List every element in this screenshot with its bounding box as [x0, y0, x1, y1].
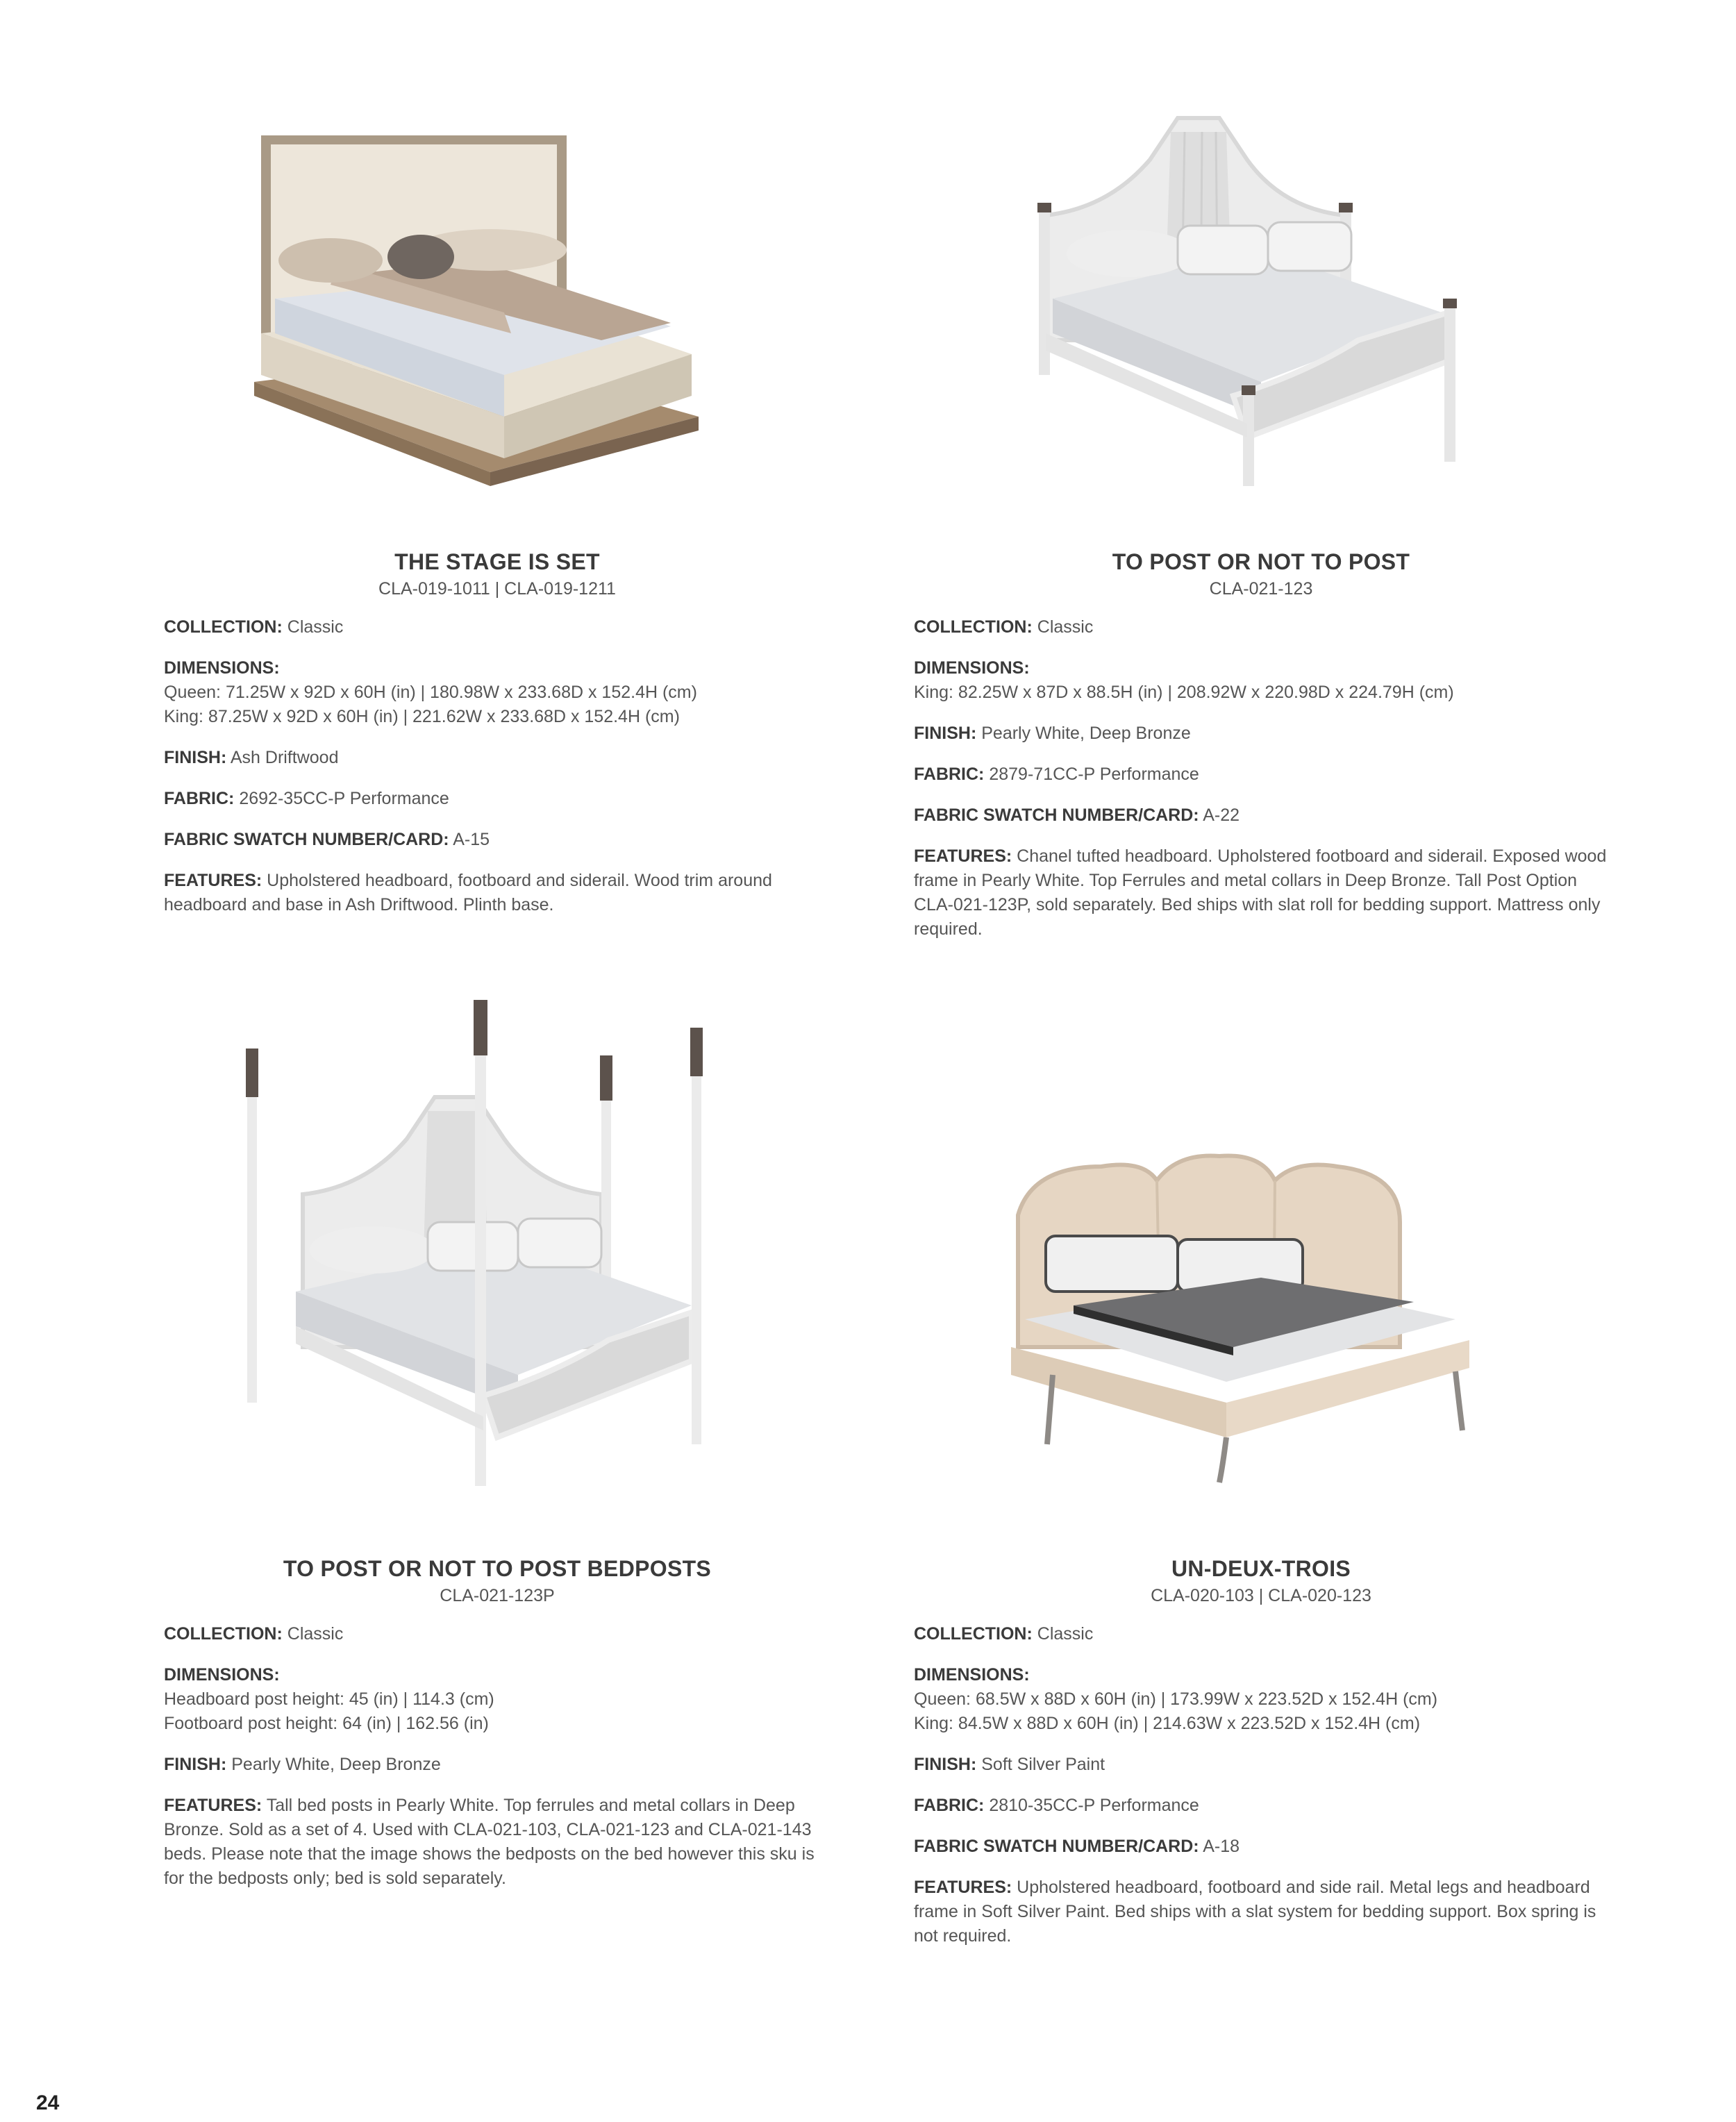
finish-value: Pearly White, Deep Bronze — [981, 724, 1191, 743]
dimension-line: King: 84.5W x 88D x 60H (in) | 214.63W x 223.52D x 152.4H (cm) — [914, 1714, 1421, 1733]
dimension-line: King: 82.25W x 87D x 88.5H (in) | 208.92W x 220.98D x 224.79H (cm) — [914, 683, 1454, 702]
finish-label: FINISH: — [164, 748, 227, 767]
features-field — [914, 1875, 1608, 1948]
bed-illustration — [219, 986, 761, 1514]
dimensions-field — [164, 1663, 831, 1736]
bed-image-to-post — [969, 111, 1497, 486]
features-value: Chanel tufted headboard. Upholstered footboard and siderail. Exposed wood frame in Pearly White. Top Ferrules and metal collars in Deep Bronze. Tall Post Option CLA-021-123P, sold separately. Bed ships with slat roll for bedding support. Mattress only required. — [914, 846, 1607, 939]
bed-illustration — [969, 111, 1497, 486]
finish-value: Soft Silver Paint — [981, 1755, 1105, 1774]
finish-label: FINISH: — [914, 1755, 977, 1774]
features-value: Upholstered headboard, footboard and side rail. Metal legs and headboard frame in Soft Silver Paint. Bed ships with a slat system for bedding support. Box spring is not required. — [914, 1878, 1596, 1946]
product-sku: CLA-019-1011 | CLA-019-1211 — [378, 579, 616, 599]
product-title: THE STAGE IS SET — [394, 549, 600, 574]
finish-value: Pearly White, Deep Bronze — [231, 1755, 441, 1774]
dimension-line: King: 87.25W x 92D x 60H (in) | 221.62W x 233.68D x 152.4H (cm) — [164, 707, 680, 726]
collection-field — [914, 1622, 1608, 1646]
features-label: FEATURES: — [914, 846, 1012, 866]
product-title: UN-DEUX-TROIS — [1171, 1556, 1351, 1581]
collection-label: COLLECTION: — [164, 617, 283, 637]
dimensions-label: DIMENSIONS: — [914, 1665, 1030, 1685]
swatch-label: FABRIC SWATCH NUMBER/CARD: — [914, 805, 1199, 825]
fabric-value: 2879-71CC-P Performance — [989, 765, 1199, 784]
finish-field — [914, 1753, 1608, 1777]
collection-label: COLLECTION: — [164, 1624, 283, 1644]
collection-value: Classic — [287, 617, 344, 637]
collection-field — [164, 1622, 831, 1646]
product-title: TO POST OR NOT TO POST BEDPOSTS — [283, 1556, 712, 1581]
collection-label: COLLECTION: — [914, 1624, 1033, 1644]
fabric-field — [914, 1794, 1608, 1818]
product-info — [164, 549, 831, 917]
swatch-label: FABRIC SWATCH NUMBER/CARD: — [914, 1837, 1199, 1856]
dimension-line: Queen: 68.5W x 88D x 60H (in) | 173.99W x 223.52D x 152.4H (cm) — [914, 1689, 1438, 1709]
dimension-line: Headboard post height: 45 (in) | 114.3 (cm) — [164, 1689, 494, 1709]
features-field — [914, 844, 1608, 942]
fabric-field — [164, 787, 831, 811]
features-field — [164, 1794, 831, 1891]
product-sku: CLA-020-103 | CLA-020-123 — [1151, 1586, 1371, 1605]
bed-image-un-deux-trois — [969, 1139, 1497, 1486]
bed-illustration — [969, 1139, 1497, 1486]
product-info — [164, 1555, 831, 1891]
dimensions-label: DIMENSIONS: — [164, 1665, 280, 1685]
finish-field — [164, 746, 831, 770]
collection-value: Classic — [1037, 617, 1094, 637]
bed-image-stage-is-set — [212, 125, 740, 486]
dimension-line: Footboard post height: 64 (in) | 162.56 (in) — [164, 1714, 489, 1733]
product-title: TO POST OR NOT TO POST — [1112, 549, 1410, 574]
product-info — [914, 549, 1608, 942]
features-label: FEATURES: — [164, 1796, 262, 1815]
product-sku: CLA-021-123P — [440, 1586, 555, 1605]
features-label: FEATURES: — [914, 1878, 1012, 1897]
finish-label: FINISH: — [164, 1755, 227, 1774]
swatch-field — [914, 1835, 1608, 1859]
finish-label: FINISH: — [914, 724, 977, 743]
swatch-field — [164, 828, 831, 852]
features-label: FEATURES: — [164, 871, 262, 890]
collection-label: COLLECTION: — [914, 617, 1033, 637]
features-value: Tall bed posts in Pearly White. Top ferrules and metal collars in Deep Bronze. Sold as a set of 4. Used with CLA-021-103, CLA-021-123 and CLA-021-143 beds. Please note that the image shows the bedposts on the bed however this sku is for the bedposts only; bed is sold separately. — [164, 1796, 815, 1888]
fabric-value: 2810-35CC-P Performance — [989, 1796, 1199, 1815]
product-info — [914, 1555, 1608, 1948]
bed-illustration — [212, 125, 740, 486]
page-number: 24 — [36, 2091, 60, 2114]
collection-field — [914, 615, 1608, 640]
swatch-value: A-15 — [453, 830, 490, 849]
swatch-value: A-22 — [1203, 805, 1240, 825]
finish-value: Ash Driftwood — [230, 748, 339, 767]
finish-field — [914, 721, 1608, 746]
finish-field — [164, 1753, 831, 1777]
collection-field — [164, 615, 831, 640]
fabric-field — [914, 762, 1608, 787]
fabric-value: 2692-35CC-P Performance — [239, 789, 449, 808]
swatch-label: FABRIC SWATCH NUMBER/CARD: — [164, 830, 449, 849]
product-sku: CLA-021-123 — [1209, 579, 1313, 599]
collection-value: Classic — [1037, 1624, 1094, 1644]
dimensions-field — [914, 656, 1608, 705]
features-field — [164, 869, 831, 917]
collection-value: Classic — [287, 1624, 344, 1644]
fabric-label: FABRIC: — [914, 1796, 985, 1815]
dimension-line: Queen: 71.25W x 92D x 60H (in) | 180.98W x 233.68D x 152.4H (cm) — [164, 683, 697, 702]
dimensions-field — [914, 1663, 1608, 1736]
swatch-value: A-18 — [1203, 1837, 1240, 1856]
dimensions-field — [164, 656, 831, 729]
fabric-label: FABRIC: — [164, 789, 235, 808]
bed-image-bedposts — [219, 986, 761, 1514]
features-value: Upholstered headboard, footboard and siderail. Wood trim around headboard and base in Ash Driftwood. Plinth base. — [164, 871, 772, 914]
dimensions-label: DIMENSIONS: — [164, 658, 280, 678]
swatch-field — [914, 803, 1608, 828]
fabric-label: FABRIC: — [914, 765, 985, 784]
dimensions-label: DIMENSIONS: — [914, 658, 1030, 678]
